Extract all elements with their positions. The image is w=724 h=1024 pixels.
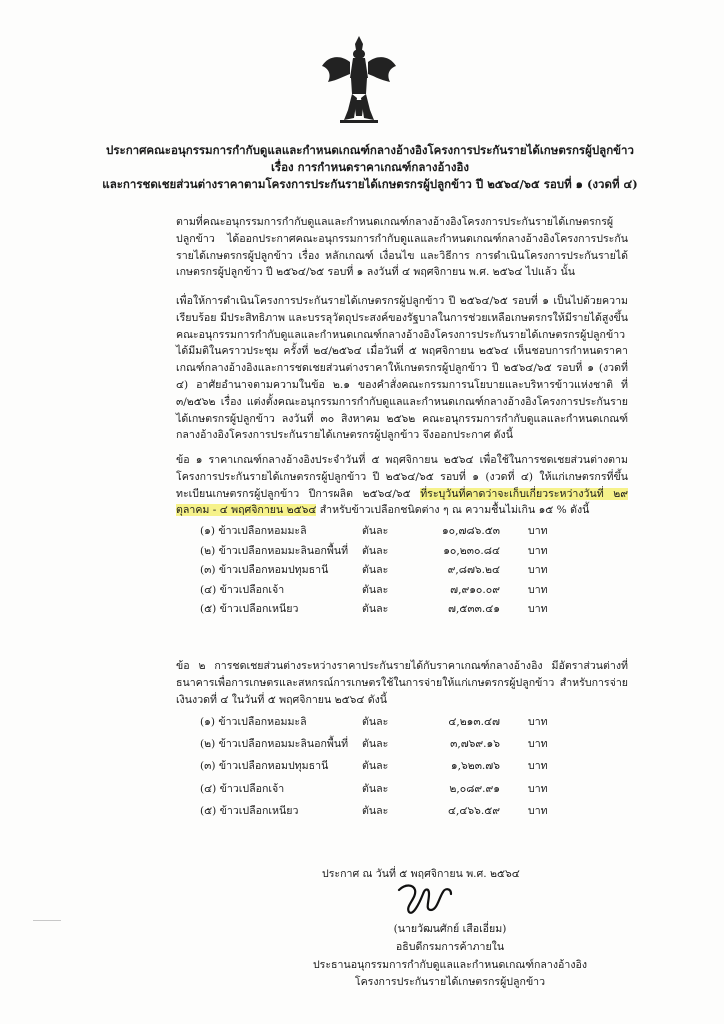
price-row-currency: บาท [528, 584, 548, 596]
compensation-row-value: ๔,๒๑๓.๔๗ [448, 716, 500, 728]
price-row-currency: บาท [528, 525, 548, 537]
compensation-row-name: (๔) ข้าวเปลือกเจ้า [200, 783, 285, 795]
compensation-row-unit: ตันละ [362, 738, 389, 750]
signer-title: อธิบดีกรมการค้าภายใน [395, 941, 505, 953]
price-row-currency: บาท [528, 545, 548, 557]
compensation-row-name: (๑) ข้าวเปลือกหอมมะลิ [200, 716, 307, 728]
compensation-row-unit: ตันละ [362, 760, 389, 772]
compensation-row-currency: บาท [528, 805, 548, 817]
price-row-unit: ตันละ [362, 564, 389, 576]
price-row-name: (๑) ข้าวเปลือกหอมมะลิ [200, 525, 307, 537]
price-row-name: (๓) ข้าวเปลือกหอมปทุมธานี [200, 564, 329, 576]
title-line-1: ประกาศคณะอนุกรรมการกำกับดูแลและกำหนดเกณฑ์กลางอ้างอิงโครงการประกันรายได้เกษตรกรผู้ปลูกข้าว [106, 143, 634, 157]
signer-committee-title: ประธานอนุกรรมการกำกับดูแลและกำหนดเกณฑ์กลางอ้างอิง [312, 959, 588, 971]
compensation-row-name: (๕) ข้าวเปลือกเหนียว [200, 805, 299, 817]
compensation-row-currency: บาท [528, 738, 548, 750]
price-row-value: ๑๐,๗๘๖.๕๓ [441, 525, 500, 537]
price-row-currency: บาท [528, 603, 548, 615]
price-row-currency: บาท [528, 564, 548, 576]
compensation-row-unit: ตันละ [362, 783, 389, 795]
compensation-row-value: ๔,๔๖๖.๕๙ [448, 805, 500, 817]
compensation-row-value: ๓,๗๖๙.๑๖ [450, 738, 500, 750]
price-row-value: ๗,๕๓๓.๔๑ [448, 603, 500, 615]
price-row-unit: ตันละ [362, 525, 389, 537]
compensation-row-unit: ตันละ [362, 805, 389, 817]
compensation-row-currency: บาท [528, 783, 548, 795]
compensation-row-name: (๒) ข้าวเปลือกหอมมะลินอกพื้นที่ [200, 738, 349, 750]
paragraph-clause-2: ข้อ ๒ การชดเชยส่วนต่างระหว่างราคาประกันรายได้กับราคาเกณฑ์กลางอ้างอิง มีอัตราส่วนต่างที่ธนาคารเพื่อการเกษตรและสหกรณ์การเกษตรใช้ในการจ่ายให้แก่เกษตรกรผู้ปลูกข้าว สำหรับการจ่ายเงินงวดที่ ๔ ในวันที่ ๕ พฤศจิกายน ๒๕๖๔ ดังนี้ [176, 660, 628, 706]
price-row-unit: ตันละ [362, 545, 389, 557]
paragraph-purpose: เพื่อให้การดำเนินโครงการประกันรายได้เกษตรกรผู้ปลูกข้าว ปี ๒๕๖๔/๖๕ รอบที่ ๑ เป็นไปด้วยความเรียบร้อย มีประสิทธิภาพ และบรรลุวัตถุประสงค์ของรัฐบาลในการช่วยเหลือเกษตรกรให้มีรายได้สูงขึ้น คณะอนุกรรมการกำกับดูแลและกำหนดเกณฑ์กลางอ้างอิงโครงการประกันรายได้เกษตรกรผู้ปลูกข้าว ได้มีมติในคราวประชุม ครั้งที่ ๒๔/๒๕๖๔ เมื่อวันที่ ๕ พฤศจิกายน ๒๕๖๔ เห็นชอบการกำหนดราคาเกณฑ์กลางอ้างอิงและการชดเชยส่วนต่างราคาให้เกษตรกรผู้ปลูกข้าว ปี ๒๕๖๔/๖๕ รอบที่ ๑ (งวดที่ ๔) อาศัยอำนาจตามความในข้อ ๒.๑ ของคำสั่งคณะกรรมการนโยบายและบริหารข้าวแห่งชาติ ที่ ๓/๒๕๖๒ เรื่อง แต่งตั้งคณะอนุกรรมการกำกับดูแลและกำหนดเกณฑ์กลางอ้างอิงโครงการประกันรายได้เกษตรกรผู้ปลูกข้าว ลงวันที่ ๓๐ สิงหาคม ๒๕๖๒ คณะอนุกรรมการกำกับดูแลและกำหนดเกณฑ์กลางอ้างอิงโครงการประกันรายได้เกษตรกรผู้ปลูกข้าว จึงออกประกาศ ดังนี้ [176, 295, 628, 442]
price-row-value: ๑๐,๒๓๐.๘๔ [443, 545, 500, 557]
announcement-date: ประกาศ ณ วันที่ ๕ พฤศจิกายน พ.ศ. ๒๕๖๔ [322, 868, 520, 880]
compensation-row-currency: บาท [528, 760, 548, 772]
garuda-emblem-icon [320, 34, 398, 124]
price-row-unit: ตันละ [362, 584, 389, 596]
price-row-value: ๙,๘๗๖.๒๔ [447, 564, 500, 576]
signer-name: (นายวัฒนศักย์ เสือเอี่ยม) [393, 923, 507, 935]
signer-project-title: โครงการประกันรายได้เกษตรกรผู้ปลูกข้าว [354, 976, 546, 988]
compensation-row-unit: ตันละ [362, 716, 389, 728]
compensation-row-name: (๓) ข้าวเปลือกหอมปทุมธานี [200, 760, 329, 772]
paragraph-clause-1 [176, 452, 628, 519]
paragraph-preamble: ตามที่คณะอนุกรรมการกำกับดูแลและกำหนดเกณฑ์กลางอ้างอิงโครงการประกันรายได้เกษตรกรผู้ปลูกข้าว ได้ออกประกาศคณะอนุกรรมการกำกับดูแลและกำหนดเกณฑ์กลางอ้างอิงโครงการประกันรายได้เกษตรกรผู้ปลูกข้าว เรื่อง หลักเกณฑ์ เงื่อนไข และวิธีการ การดำเนินโครงการประกันรายได้เกษตรกรผู้ปลูกข้าว ปี ๒๕๖๔/๖๕ รอบที่ ๑ ลงวันที่ ๔ พฤศจิกายน พ.ศ. ๒๕๖๔ ไปแล้ว นั้น [176, 216, 628, 279]
price-row-value: ๗,๙๑๐.๐๙ [450, 584, 500, 596]
clause-1-highlighted-text: ที่ระบุวันที่คาดว่าจะเก็บเกี่ยวระหว่างวันที่ ๒๙ ตุลาคม - ๔ พฤศจิกายน ๒๕๖๔ [176, 487, 628, 517]
title-line-2: เรื่อง การกำหนดราคาเกณฑ์กลางอ้างอิง [270, 160, 470, 174]
title-line-3: และการชดเชยส่วนต่างราคาตามโครงการประกันรายได้เกษตรกรผู้ปลูกข้าว ปี ๒๕๖๔/๖๕ รอบที่ ๑ (งวดที่ ๔) [102, 177, 638, 191]
price-row-name: (๒) ข้าวเปลือกหอมมะลินอกพื้นที่ [200, 545, 349, 557]
clause-1-text: ข้อ ๑ ราคาเกณฑ์กลางอ้างอิงประจำวันที่ ๕ พฤศจิกายน ๒๕๖๔ เพื่อใช้ในการชดเชยส่วนต่างตามโครงการประกันรายได้เกษตรกรผู้ปลูกข้าว ปี ๒๕๖๔/๖๕ รอบที่ ๑ (งวดที่ ๔) ให้แก่เกษตรกรที่ขึ้นทะเบียนเกษตรกรผู้ปลูกข้าว ปีการผลิต ๒๕๖๔/๖๕ [176, 454, 628, 500]
compensation-row-value: ๒,๐๘๙.๙๑ [449, 783, 500, 795]
compensation-row-value: ๑,๖๒๓.๗๖ [450, 760, 500, 772]
compensation-row-currency: บาท [528, 716, 548, 728]
margin-mark [33, 920, 61, 921]
handwritten-signature [395, 882, 455, 918]
price-row-unit: ตันละ [362, 603, 389, 615]
price-row-name: (๕) ข้าวเปลือกเหนียว [200, 603, 299, 615]
price-row-name: (๔) ข้าวเปลือกเจ้า [200, 584, 285, 596]
clause-1-text-end: สำหรับข้าวเปลือกชนิดต่าง ๆ ณ ความชื้นไม่เกิน ๑๕ % ดังนี้ [319, 504, 590, 517]
